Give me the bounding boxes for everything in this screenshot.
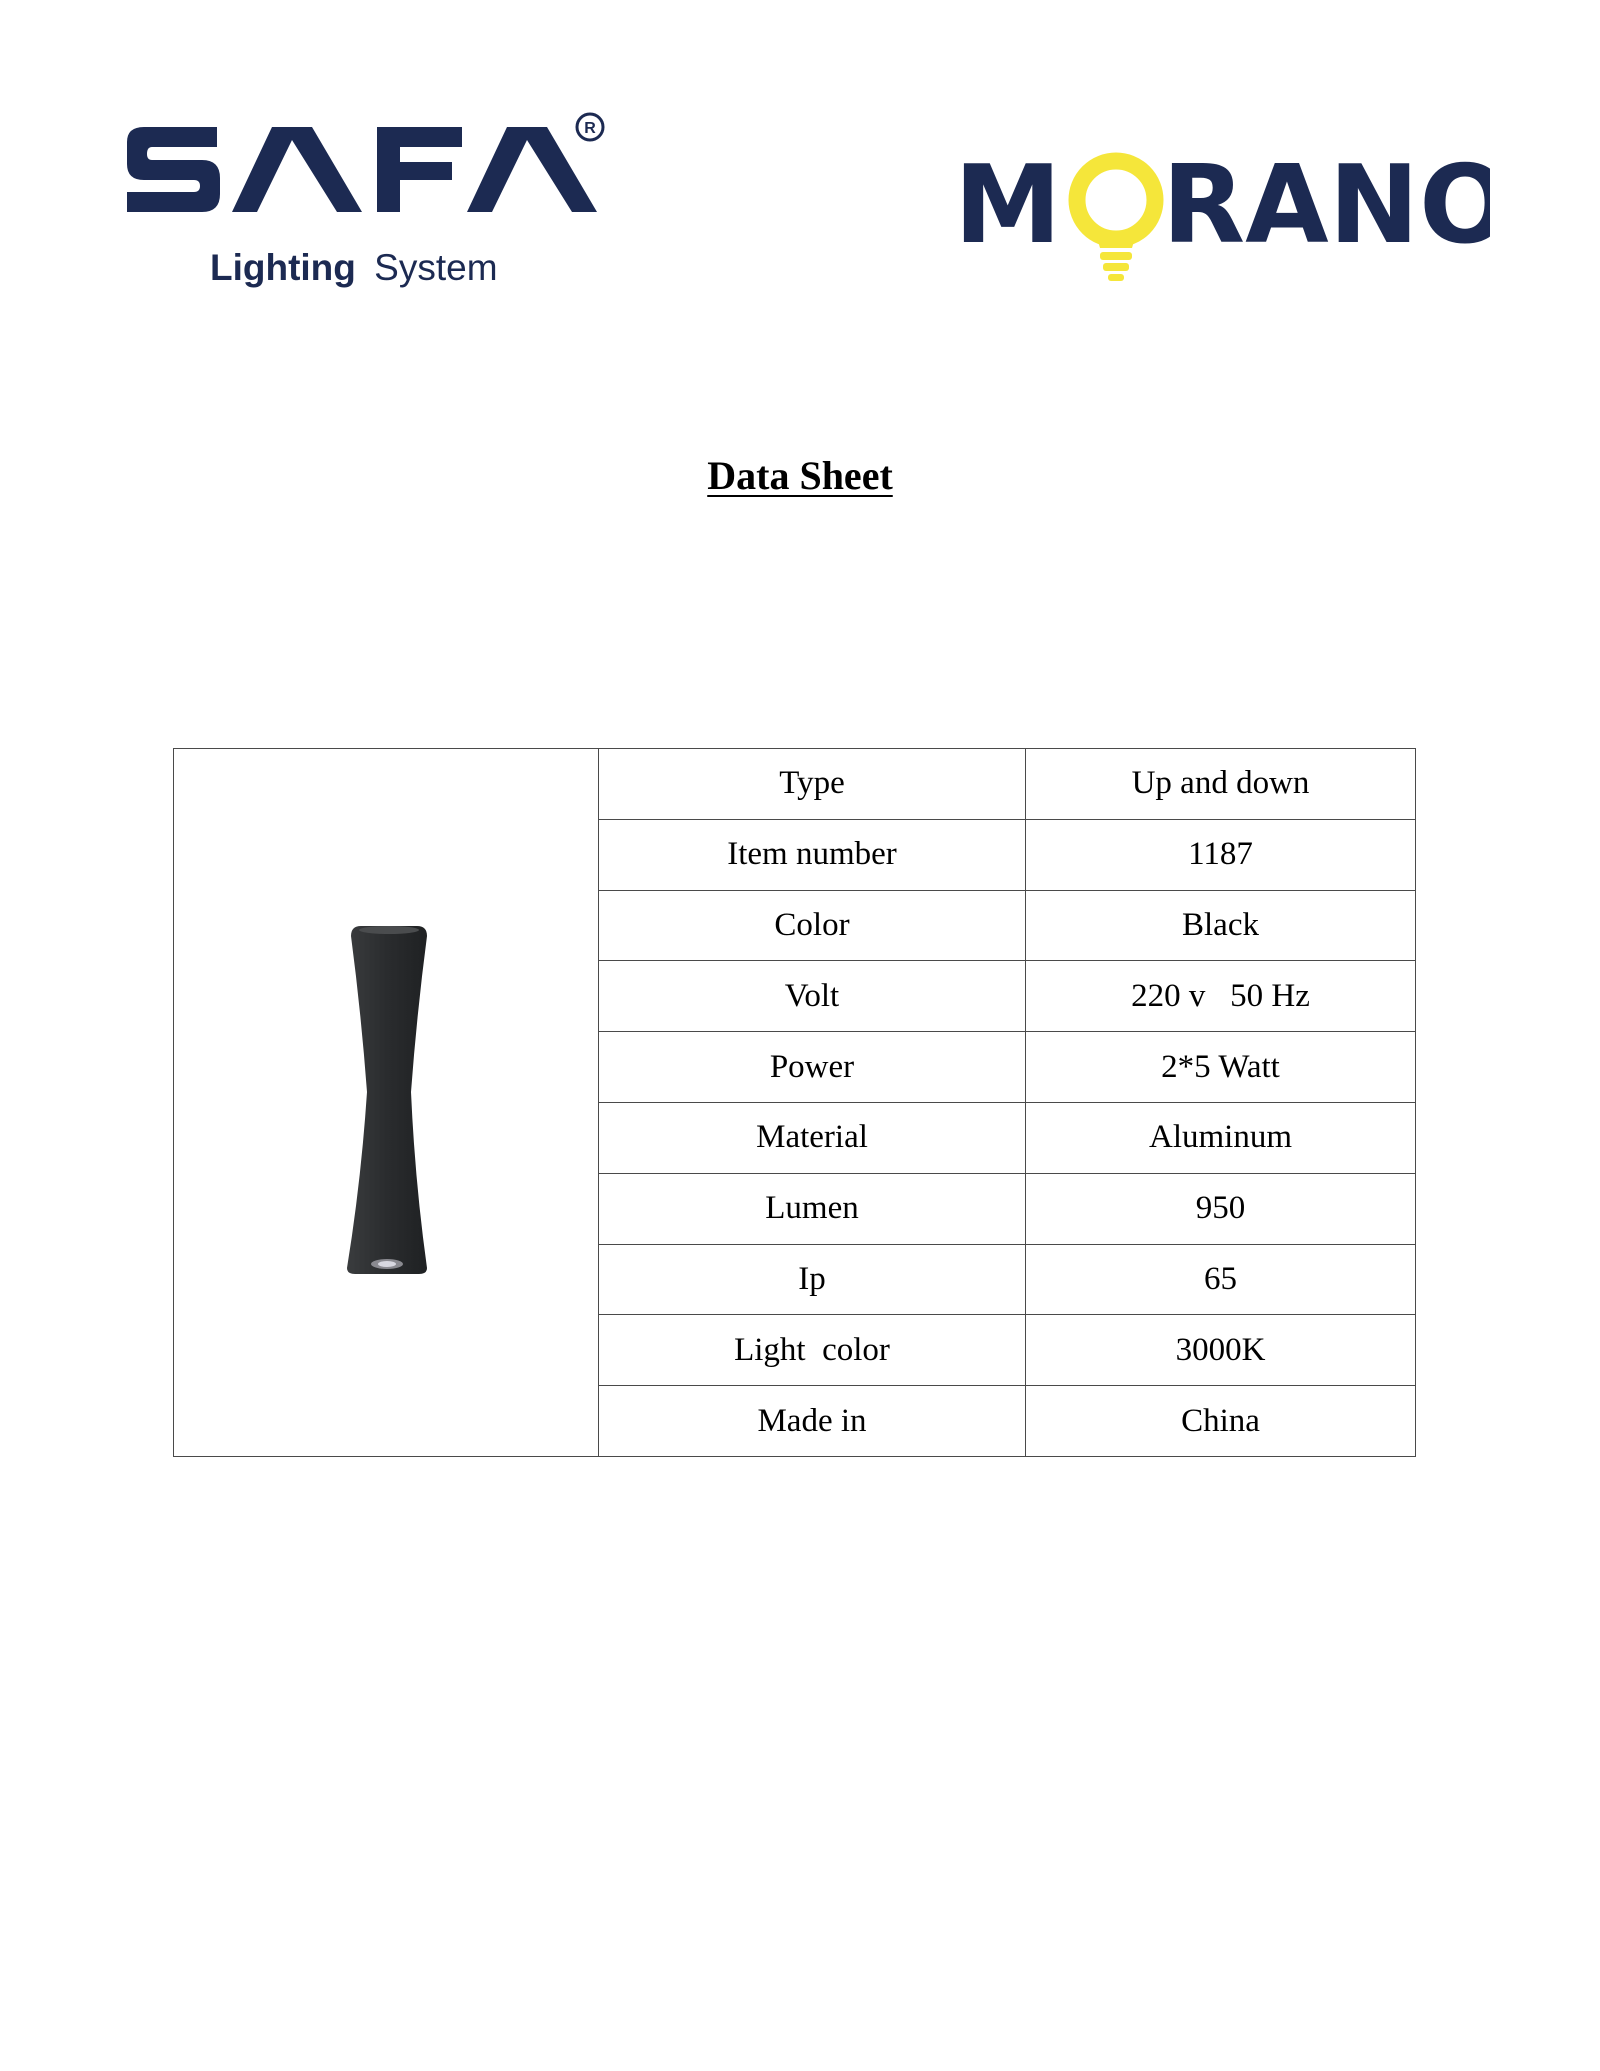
wall-lamp-up-down-icon (331, 922, 441, 1282)
lightbulb-icon (1077, 161, 1155, 281)
registered-mark: R (584, 120, 596, 137)
morano-letters-rano: RANO (1162, 148, 1490, 268)
spec-label-item-number: Item number (599, 819, 1026, 890)
spec-table (173, 748, 1416, 1457)
spec-label-color: Color (599, 890, 1026, 961)
spec-value-type: Up and down (1026, 749, 1416, 820)
morano-letter-m: M (954, 148, 1062, 268)
spec-value-power: 2*5 Watt (1026, 1032, 1416, 1103)
spec-value-item-number: 1187 (1026, 819, 1416, 890)
spec-value-volt: 220 v 50 Hz (1026, 961, 1416, 1032)
spec-label-volt: Volt (599, 961, 1026, 1032)
product-image-cell (174, 749, 599, 1457)
morano-logo (950, 148, 1490, 288)
safa-logo (122, 112, 622, 302)
spec-label-type: Type (599, 749, 1026, 820)
spec-value-made-in: China (1026, 1386, 1416, 1457)
page-title: Data Sheet (707, 453, 893, 498)
spec-value-color: Black (1026, 890, 1416, 961)
safa-tagline-bold: Lighting (210, 247, 356, 288)
spec-value-light-color: 3000K (1026, 1315, 1416, 1386)
spec-label-made-in: Made in (599, 1386, 1026, 1457)
spec-label-ip: Ip (599, 1244, 1026, 1315)
spec-label-light-color: Light color (599, 1315, 1026, 1386)
morano-logo-graphic (950, 148, 1490, 288)
spec-value-lumen: 950 (1026, 1173, 1416, 1244)
spec-label-material: Material (599, 1102, 1026, 1173)
spec-label-lumen: Lumen (599, 1173, 1026, 1244)
table-row (174, 749, 1416, 820)
safa-tagline-regular: System (374, 247, 498, 288)
spec-value-ip: 65 (1026, 1244, 1416, 1315)
spec-label-power: Power (599, 1032, 1026, 1103)
safa-logo-graphic (122, 112, 622, 302)
svg-text:Lighting System (210, 247, 498, 288)
spec-value-material: Aluminum (1026, 1102, 1416, 1173)
